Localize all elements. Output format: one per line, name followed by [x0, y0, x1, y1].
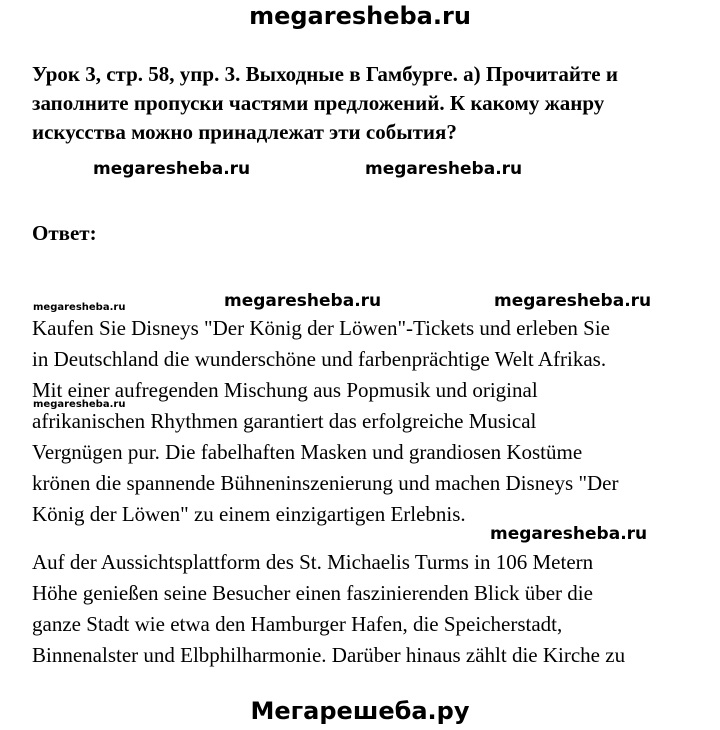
paragraph1-line-7: König der Löwen" zu einem einzigartigen Erlebnis.	[32, 502, 466, 526]
task-line-1: Урок 3, стр. 58, упр. 3. Выходные в Гамбурге. а) Прочитайте и	[32, 62, 618, 86]
paragraph1-line-4: afrikanischen Rhythmen garantiert das erfolgreiche Musical	[32, 409, 537, 433]
paragraph1-line-1: Kaufen Sie Disneys "Der König der Löwen"-Tickets und erleben Sie	[32, 316, 610, 340]
paragraph1-line-5: Vergnügen pur. Die fabelhaften Masken und grandiosen Kostüme	[32, 440, 583, 464]
paragraph2-line-3: ganze Stadt wie etwa den Hamburger Hafen, die Speicherstadt,	[32, 612, 563, 636]
paragraph2-line-4: Binnenalster und Elbphilharmonie. Darüber hinaus zählt die Kirche zu	[32, 643, 626, 667]
watermark-row4-right: megaresheba.ru	[490, 524, 648, 544]
watermark-row2-right: megaresheba.ru	[494, 291, 652, 311]
task-heading	[32, 60, 702, 147]
paragraph1-line-6: krönen die spannende Bühneninszenierung und machen Disneys "Der	[32, 471, 619, 495]
answer-label: Ответ:	[32, 221, 97, 245]
watermark-row1-right: megaresheba.ru	[365, 159, 523, 179]
watermark-row2-small: megaresheba.ru	[33, 302, 126, 313]
footer-watermark: Мегарешеба.ру	[250, 697, 470, 725]
paragraph1-line-2: in Deutschland die wunderschöne und farbenprächtige Welt Afrikas.	[32, 347, 607, 371]
paragraph2-line-2: Höhe genießen seine Besucher einen faszinierenden Blick über die	[32, 581, 593, 605]
answer-paragraph-2	[32, 547, 712, 671]
answer-paragraph-1	[32, 313, 712, 530]
paragraph1-line-3: Mit einer aufregenden Mischung aus Popmusik und original	[32, 378, 538, 402]
header-watermark: megaresheba.ru	[249, 2, 471, 30]
task-line-2: заполните пропуски частями предложений. К какому жанру	[32, 91, 605, 115]
watermark-row1-left: megaresheba.ru	[93, 159, 251, 179]
task-line-3: искусства можно принадлежат эти события?	[32, 120, 457, 144]
watermark-row3-small: megaresheba.ru	[33, 399, 126, 410]
paragraph2-line-1: Auf der Aussichtsplattform des St. Michaelis Turms in 106 Metern	[32, 550, 594, 574]
watermark-row2-center: megaresheba.ru	[224, 291, 382, 311]
